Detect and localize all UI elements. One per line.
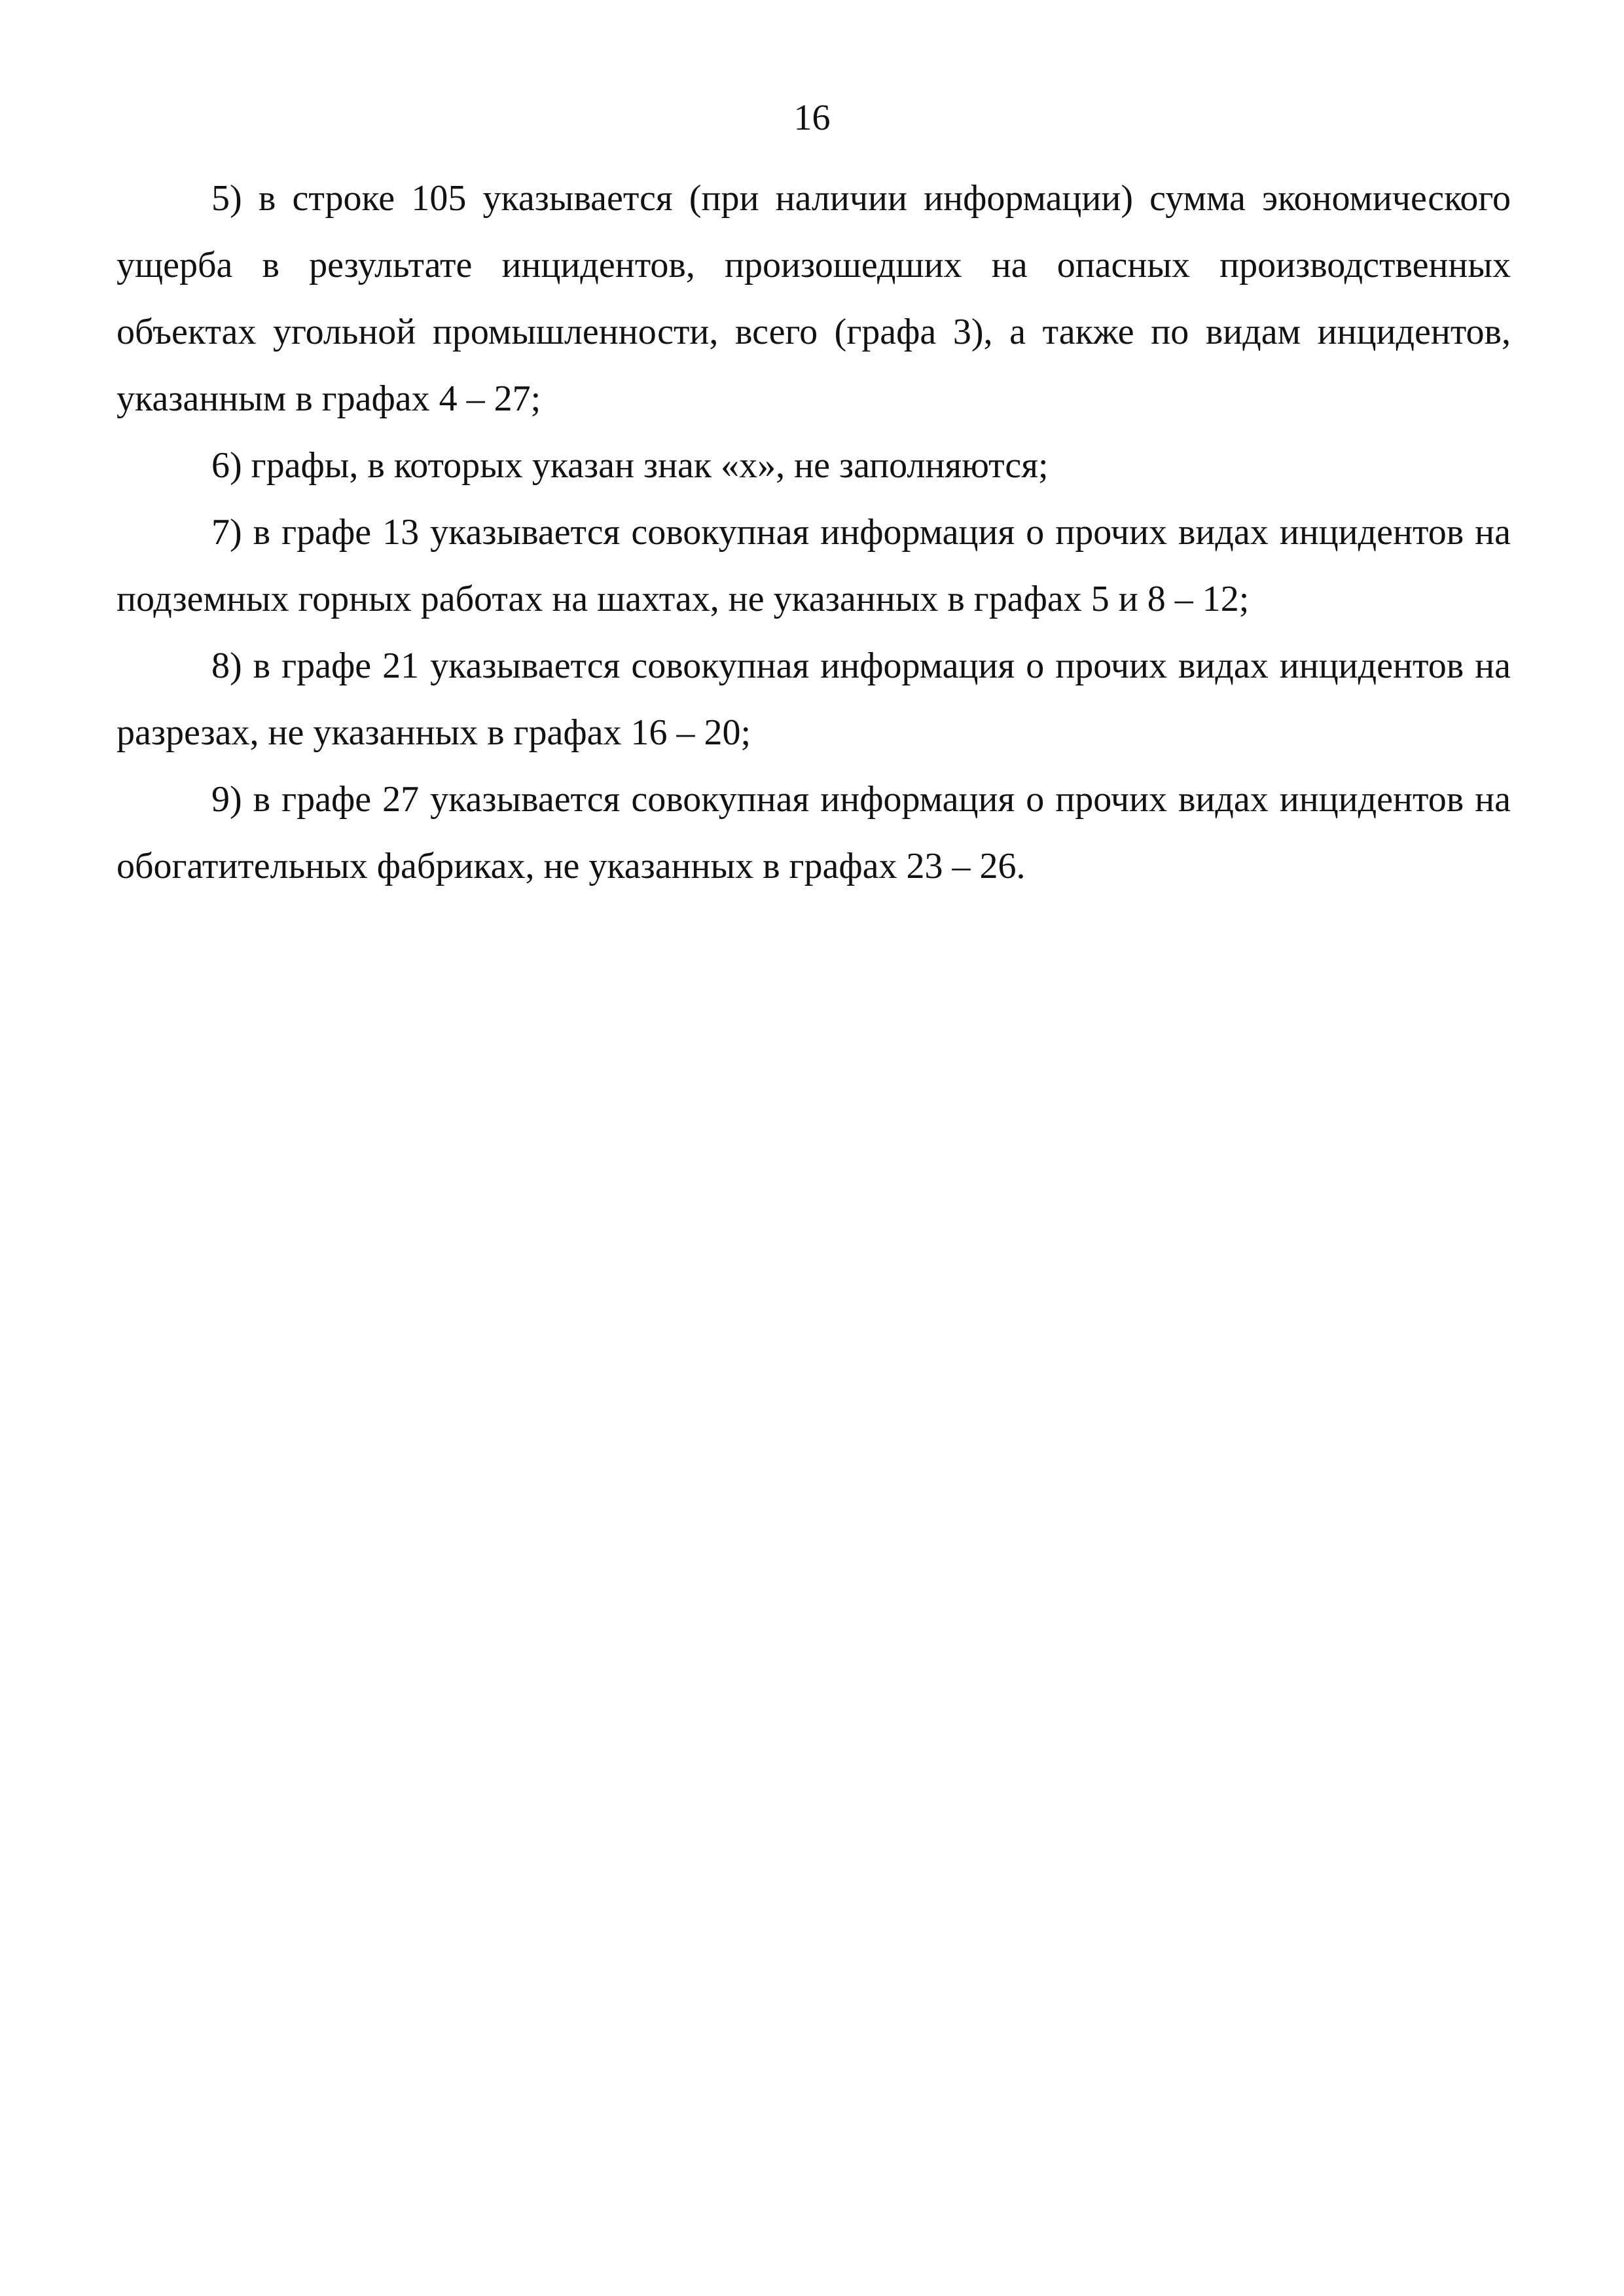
page-number: 16 (793, 98, 831, 138)
paragraph-item-8: 8) в графе 21 указывается совокупная информация о прочих видах инцидентов на разрезах, не указанных в графах 16 – 20; (117, 646, 1511, 753)
paragraph-item-5: 5) в строке 105 указывается (при наличии информации) сумма экономического ущерба в результате инцидентов, произошедших на опасных производственных объектах угольной промышленности, всего (графа 3), а также по видам инцидентов, указанным в графах 4 – 27; (117, 178, 1511, 419)
paragraph-item-7: 7) в графе 13 указывается совокупная информация о прочих видах инцидентов на подземных горных работах на шахтах, не указанных в графах 5 и 8 – 12; (117, 512, 1511, 619)
paragraph-item-6: 6) графы, в которых указан знак «х», не заполняются; (211, 445, 1049, 486)
paragraph-item-9: 9) в графе 27 указывается совокупная информация о прочих видах инцидентов на обогатительных фабриках, не указанных в графах 23 – 26. (117, 779, 1511, 886)
document-body (117, 165, 1511, 900)
